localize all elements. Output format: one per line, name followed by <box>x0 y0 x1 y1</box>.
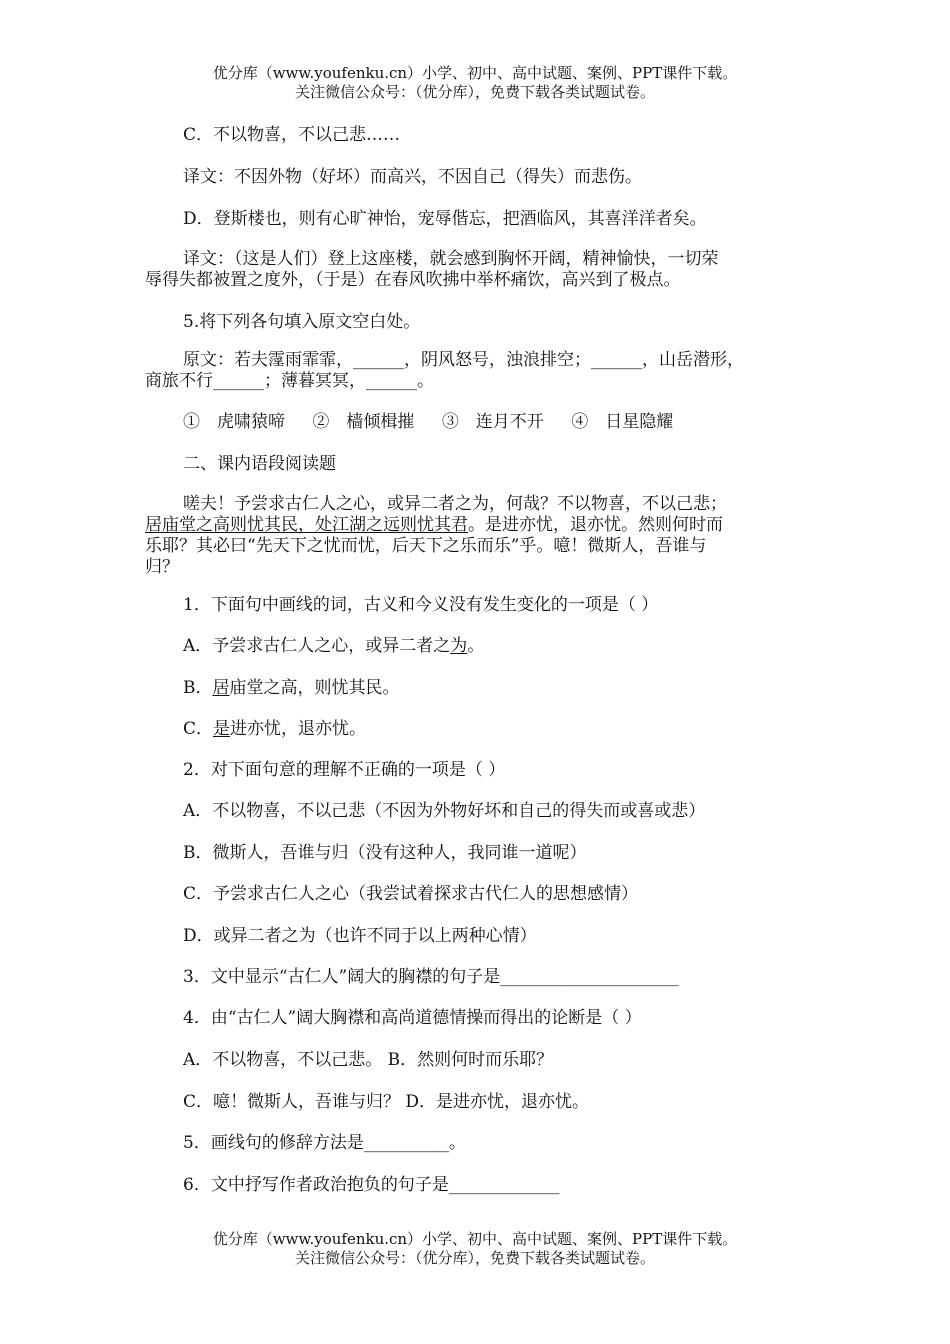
question-1-option-a <box>183 636 484 657</box>
q1-b-label: B． <box>183 678 213 698</box>
question-4-options-ab: A．不以物喜，不以己悲。 B．然则何时而乐耶？ <box>183 1050 554 1070</box>
passage-line-3: 乐耶？其必曰“先天下之忧而忧，后天下之乐而乐”乎。噫！微斯人，吾谁与 <box>145 536 707 556</box>
question-5-text-line-1: 原文：若夫霪雨霏霏，______，阴风怒号，浊浪排空；______，山岳潜形， <box>183 350 744 370</box>
reading-passage <box>145 494 805 578</box>
question-4: 4．由“古仁人”阔大胸襟和高尚道德情操而得出的论断是（ ） <box>183 1008 642 1028</box>
question-4-options-cd: C．噫！微斯人，吾谁与归？ D．是进亦忧，退亦忧。 <box>183 1092 590 1112</box>
question-2-option-d: D．或异二者之为（也许不同于以上两种心情） <box>183 926 537 946</box>
footer-line-1: 优分库（www.youfenku.cn）小学、初中、高中试题、案例、PPT课件下载。 <box>212 1230 738 1248</box>
translation-d <box>145 249 805 291</box>
q1-b-underlined: 居 <box>212 678 230 698</box>
header-line-2: 关注微信公众号：（优分库），免费下载各类试题试卷。 <box>294 83 655 101</box>
question-5b: 5．画线句的修辞方法是__________。 <box>183 1133 466 1153</box>
q1-c-label: C． <box>183 719 214 739</box>
question-2: 2．对下面句意的理解不正确的一项是（ ） <box>183 760 506 780</box>
passage-line-1: 嗟夫！予尝求古仁人之心，或异二者之为，何哉？不以物喜，不以己悲； <box>183 494 727 514</box>
footer-line-2: 关注微信公众号：（优分库），免费下载各类试题试卷。 <box>294 1249 655 1267</box>
section-2-heading: 二、课内语段阅读题 <box>183 454 336 474</box>
passage-line-2 <box>145 515 805 536</box>
page-header <box>0 64 950 102</box>
question-3: 3．文中显示“古仁人”阔大的胸襟的句子是_____________________ <box>183 967 679 987</box>
option-1: ① 虎啸猿啼 <box>183 412 285 432</box>
translation-d-line-2: 辱得失都被置之度外，（于是）在春风吹拂中举杯痛饮，高兴到了极点。 <box>145 270 681 290</box>
q1-b-text: 庙堂之高，则忧其民。 <box>229 678 400 698</box>
question-5-text <box>145 350 805 392</box>
question-2-option-a: A．不以物喜，不以己悲（不因为外物好坏和自己的得失而或喜或悲） <box>183 801 706 821</box>
passage-line-4: 归？ <box>145 557 179 577</box>
option-4: ④ 日星隐耀 <box>571 412 674 432</box>
q1-a-underlined: 为 <box>450 636 468 656</box>
q1-a-text: A．予尝求古仁人之心，或异二者之 <box>183 636 451 656</box>
option-c: C．不以物喜，不以己悲…… <box>183 125 401 145</box>
question-1-option-c <box>183 719 366 740</box>
passage-line-2-rest: 。是进亦忧，退亦忧。然则何时而 <box>468 515 723 535</box>
option-d: D．登斯楼也，则有心旷神怡，宠辱偕忘，把酒临风，其喜洋洋者矣。 <box>183 209 707 229</box>
option-2: ② 樯倾楫摧 <box>312 412 415 432</box>
translation-c: 译文：不因外物（好坏）而高兴，不因自己（得失）而悲伤。 <box>183 167 642 187</box>
question-1: 1．下面句中画线的词，古义和今义没有发生变化的一项是（ ） <box>183 595 659 615</box>
header-line-1: 优分库（www.youfenku.cn）小学、初中、高中试题、案例、PPT课件下载。 <box>212 64 738 82</box>
question-2-option-c: C．予尝求古仁人之心（我尝试着探求古代仁人的思想感情） <box>183 884 639 904</box>
q1-c-text: 进亦忧，退亦忧。 <box>230 719 367 739</box>
question-1-option-b <box>183 678 400 699</box>
question-5-heading: 5.将下列各句填入原文空白处。 <box>183 312 421 332</box>
question-5-text-line-2: 商旅不行______；薄暮冥冥，______。 <box>145 371 434 391</box>
option-3: ③ 连月不开 <box>441 412 544 432</box>
q1-a-end: 。 <box>467 636 485 656</box>
q1-c-underlined: 是 <box>213 719 231 739</box>
translation-d-line-1: 译文：（这是人们）登上这座楼，就会感到胸怀开阔，精神愉快，一切荣 <box>183 249 719 269</box>
underlined-sentence: 居庙堂之高则忧其民，处江湖之远则忧其君 <box>145 515 468 535</box>
question-5-options <box>183 412 695 433</box>
question-2-option-b: B．微斯人，吾谁与归（没有这种人，我同谁一道呢） <box>183 843 587 863</box>
question-6: 6．文中抒写作者政治抱负的句子是_____________ <box>183 1175 560 1195</box>
page-footer <box>0 1230 950 1268</box>
